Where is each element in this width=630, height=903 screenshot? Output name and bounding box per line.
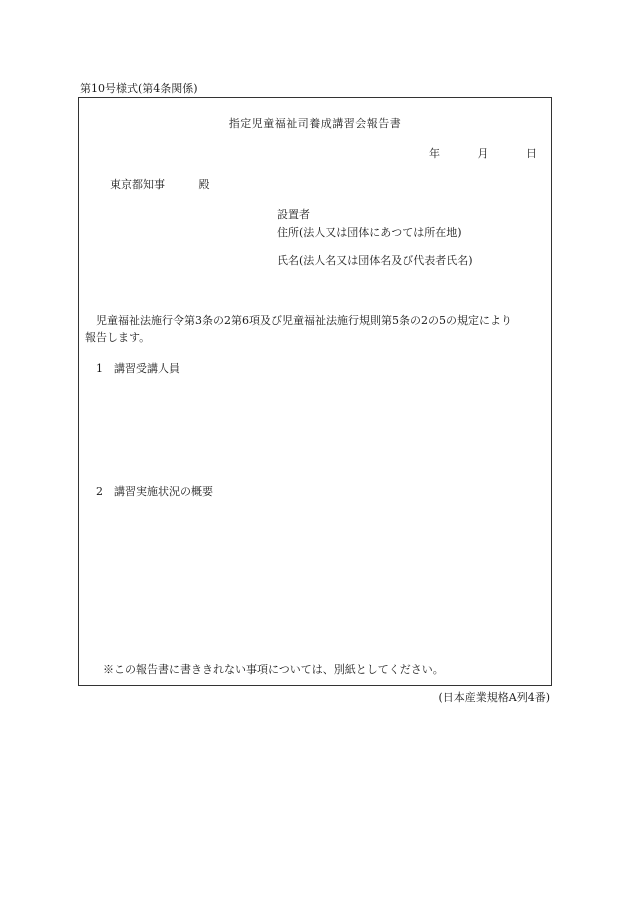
body-line-1: 児童福祉法施行令第3条の2第6項及び児童福祉法施行規則第5条の2の5の規定により xyxy=(96,314,512,327)
section-overview xyxy=(96,483,213,499)
date-year: 年 xyxy=(429,147,440,160)
form-number: 第10号様式(第4条関係) xyxy=(80,82,198,95)
section-label: 講習受講人員 xyxy=(114,362,180,375)
body-line-2: 報告します。 xyxy=(85,331,151,344)
date-line xyxy=(429,145,537,161)
date-day: 日 xyxy=(526,147,537,160)
applicant-label: 設置者 xyxy=(277,208,310,221)
applicant-name-label: 氏名(法人名又は団体名及び代表者氏名) xyxy=(277,254,473,267)
section-number: 1 xyxy=(96,362,103,375)
section-label: 講習実施状況の概要 xyxy=(114,485,213,498)
addressee-name: 東京都知事 xyxy=(110,178,165,191)
addressee xyxy=(110,176,210,192)
applicant-address-label: 住所(法人又は団体にあつては所在地) xyxy=(277,226,462,239)
paper-size-note: (日本産業規格A列4番) xyxy=(438,691,550,704)
section-attendees xyxy=(96,360,180,376)
section-number: 2 xyxy=(96,485,103,498)
applicant-block xyxy=(277,206,473,270)
date-month: 月 xyxy=(477,147,489,160)
body-text xyxy=(85,312,545,346)
form-box xyxy=(78,97,552,686)
form-title: 指定児童福祉司養成講習会報告書 xyxy=(228,117,402,130)
note-text: ※この報告書に書ききれない事項については、別紙としてください。 xyxy=(103,663,444,676)
addressee-suffix: 殿 xyxy=(198,178,210,191)
